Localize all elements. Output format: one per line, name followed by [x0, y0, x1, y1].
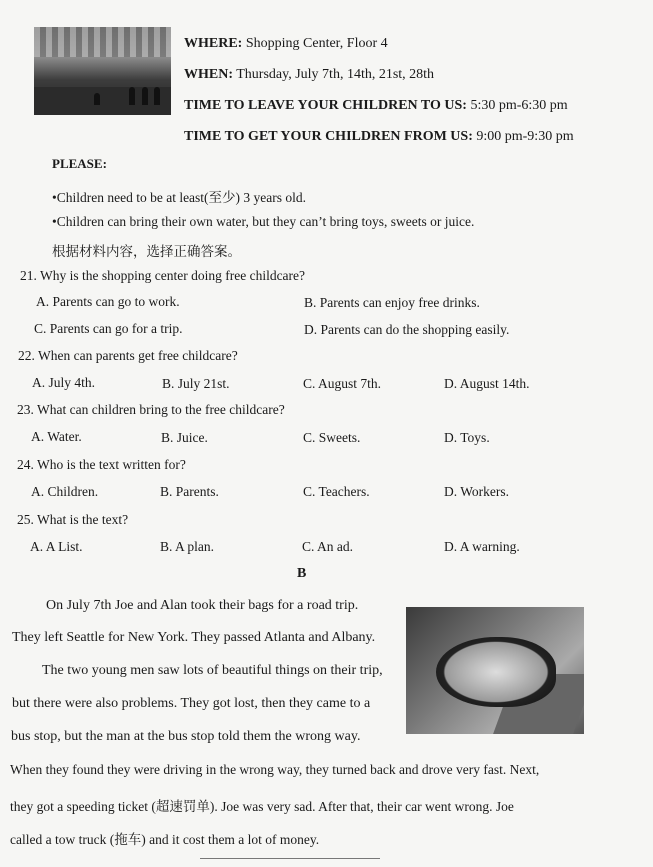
passage-line-2: They left Seattle for New York. They passed Atlanta and Albany. [12, 630, 376, 645]
q25-option-c: C. An ad. [302, 539, 354, 554]
q22-option-b: B. July 21st. [162, 376, 230, 391]
please-bullet-1: •Children need to be at least(至少) 3 years old. [52, 190, 307, 205]
question-24: 24. Who is the text written for? [17, 457, 186, 472]
q22-option-a: A. July 4th. [32, 375, 96, 390]
q21-option-d: D. Parents can do the shopping easily. [304, 322, 510, 337]
q21-option-a: A. Parents can go to work. [36, 294, 180, 309]
where-line: WHERE: Shopping Center, Floor 4 [184, 36, 388, 51]
q21-option-b: B. Parents can enjoy free drinks. [304, 295, 480, 310]
car-mirror-photo [406, 607, 584, 734]
passage-line-7: they got a speeding ticket (超速罚单). Joe was very sad. After that, their car went wrong. Joe [10, 799, 514, 814]
q25-option-a: A. A List. [30, 539, 83, 554]
question-23: 23. What can children bring to the free childcare? [17, 402, 285, 417]
q24-option-b: B. Parents. [160, 484, 219, 499]
q21-option-c: C. Parents can go for a trip. [34, 321, 183, 336]
passage-line-4: but there were also problems. They got lost, then they came to a [12, 696, 371, 711]
please-bullet-2: •Children can bring their own water, but they can’t bring toys, sweets or juice. [52, 214, 475, 229]
question-25: 25. What is the text? [17, 512, 129, 527]
q23-option-a: A. Water. [31, 429, 82, 444]
q24-option-a: A. Children. [31, 484, 99, 499]
instruction: 根据材料内容，选择正确答案。 [52, 244, 241, 259]
q23-option-b: B. Juice. [161, 430, 208, 445]
question-21: 21. Why is the shopping center doing free childcare? [20, 268, 306, 283]
q22-option-c: C. August 7th. [303, 376, 382, 391]
section-b-heading: B [297, 566, 307, 581]
leave-time-line: TIME TO LEAVE YOUR CHILDREN TO US: 5:30 pm-6:30 pm [184, 98, 568, 113]
q22-option-d: D. August 14th. [444, 376, 530, 391]
page-footer-rule [200, 858, 380, 865]
q24-option-d: D. Workers. [444, 484, 510, 499]
passage-line-1: On July 7th Joe and Alan took their bags for a road trip. [46, 598, 359, 613]
passage-line-8: called a tow truck (拖车) and it cost them a lot of money. [10, 832, 320, 847]
passage-line-6: When they found they were driving in the wrong way, they turned back and drove very fast. Next, [10, 762, 540, 777]
q23-option-c: C. Sweets. [303, 430, 361, 445]
passage-line-3: The two young men saw lots of beautiful things on their trip, [42, 663, 383, 678]
q25-option-d: D. A warning. [444, 539, 520, 554]
please-heading: PLEASE: [52, 156, 107, 171]
passage-line-5: bus stop, but the man at the bus stop told them the wrong way. [11, 729, 361, 744]
shopping-center-photo [34, 27, 171, 115]
get-time-line: TIME TO GET YOUR CHILDREN FROM US: 9:00 pm-9:30 pm [184, 129, 574, 144]
question-22: 22. When can parents get free childcare? [18, 348, 238, 363]
q24-option-c: C. Teachers. [303, 484, 370, 499]
q23-option-d: D. Toys. [444, 430, 490, 445]
q25-option-b: B. A plan. [160, 539, 215, 554]
when-line: WHEN: Thursday, July 7th, 14th, 21st, 28th [184, 67, 435, 82]
